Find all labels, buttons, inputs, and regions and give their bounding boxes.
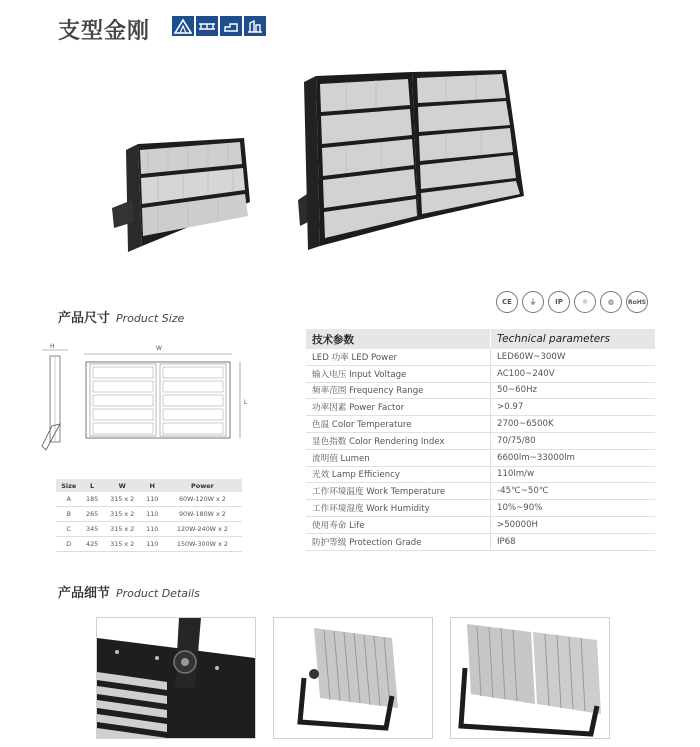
dimension-drawing — [36, 340, 268, 470]
table-row — [306, 365, 655, 382]
spec-label: 色温 Color Temperature — [306, 416, 491, 433]
spec-label: 光效 Lamp Efficiency — [306, 466, 491, 483]
size-cell: 185 — [82, 492, 103, 507]
bridge-icon — [196, 16, 218, 36]
table-row — [306, 466, 655, 483]
size-cell: 315 x 2 — [103, 537, 142, 552]
table-row — [56, 522, 242, 537]
spec-label: 频率范围 Frequency Range — [306, 382, 491, 399]
spec-label: 功率因素 Power Factor — [306, 399, 491, 416]
spec-label: 工作环境温度 Work Temperature — [306, 483, 491, 500]
product-details-heading-cn: 产品细节 — [58, 586, 111, 601]
certification-icons — [496, 291, 648, 313]
size-cell: 110 — [142, 507, 163, 522]
size-cell: 265 — [82, 507, 103, 522]
table-row — [306, 432, 655, 449]
size-cell: 110 — [142, 522, 163, 537]
spec-label: 流明值 Lumen — [306, 449, 491, 466]
size-col-size: Size — [56, 479, 82, 492]
spec-header-en: Technical parameters — [491, 329, 656, 349]
technical-parameters-table — [306, 329, 655, 551]
stadium-icon — [220, 16, 242, 36]
building-icon — [244, 16, 266, 36]
size-cell: 345 — [82, 522, 103, 537]
product-size-heading-en: Product Size — [116, 312, 185, 325]
size-cell: 315 x 2 — [103, 522, 142, 537]
spec-header-cn: 技术参数 — [306, 329, 491, 349]
spec-label: 输入电压 Input Voltage — [306, 365, 491, 382]
drawing-l-label: L — [244, 399, 248, 406]
application-icons — [172, 16, 266, 36]
table-row — [306, 516, 655, 533]
page-title: 支型金刚 — [58, 19, 151, 44]
floodlight-small-image — [108, 138, 258, 256]
product-size-heading — [58, 307, 184, 326]
size-col-h: H — [142, 479, 163, 492]
table-row — [306, 483, 655, 500]
size-col-w: W — [103, 479, 142, 492]
size-cell: C — [56, 522, 82, 537]
table-row — [306, 449, 655, 466]
detail-photo-bracket — [96, 617, 256, 739]
size-table — [56, 479, 242, 552]
spec-label: 工作环境湿度 Work Humidity — [306, 500, 491, 517]
size-cell: A — [56, 492, 82, 507]
table-row — [306, 533, 655, 550]
detail-photo-heatsink — [273, 617, 433, 739]
spec-value: -45℃~50℃ — [491, 483, 656, 500]
size-col-power: Power — [163, 479, 242, 492]
spec-value: >0.97 — [491, 399, 656, 416]
floodlight-double-image — [296, 70, 536, 250]
table-row — [306, 399, 655, 416]
spec-value: 6600lm~33000lm — [491, 449, 656, 466]
spec-table-header — [306, 329, 655, 349]
spec-label: 使用寿命 Life — [306, 516, 491, 533]
rohs-mark-icon: RoHS — [626, 291, 648, 313]
table-row — [306, 500, 655, 517]
size-cell: 150W-300W x 2 — [163, 537, 242, 552]
product-details-heading-en: Product Details — [116, 587, 200, 600]
spec-label: 显色指数 Color Rendering Index — [306, 432, 491, 449]
table-row — [306, 382, 655, 399]
detail-photo-double-heatsink — [450, 617, 610, 739]
table-row — [306, 416, 655, 433]
size-table-header — [56, 479, 242, 492]
spec-label: LED 功率 LED Power — [306, 349, 491, 365]
size-cell: 315 x 2 — [103, 507, 142, 522]
size-col-l: L — [82, 479, 103, 492]
table-row — [56, 507, 242, 522]
product-details-heading — [58, 582, 200, 601]
tunnel-icon — [172, 16, 194, 36]
size-cell: 315 x 2 — [103, 492, 142, 507]
size-cell: 60W-120W x 2 — [163, 492, 242, 507]
table-row — [56, 537, 242, 552]
spec-value: 70/75/80 — [491, 432, 656, 449]
pattern-mark-icon: ◍ — [600, 291, 622, 313]
ip-mark-icon: IP — [548, 291, 570, 313]
spec-value: 110lm/w — [491, 466, 656, 483]
size-cell: 120W-240W x 2 — [163, 522, 242, 537]
product-size-heading-cn: 产品尺寸 — [58, 311, 111, 326]
size-cell: 110 — [142, 537, 163, 552]
spec-label: 防护等级 Protection Grade — [306, 533, 491, 550]
spec-value: 2700~6500K — [491, 416, 656, 433]
drawing-w-label: W — [156, 345, 162, 352]
spec-value: 50~60Hz — [491, 382, 656, 399]
spec-value: AC100~240V — [491, 365, 656, 382]
spec-value: >50000H — [491, 516, 656, 533]
drawing-h-label: H — [50, 343, 55, 350]
dimmable-mark-icon: ☼ — [574, 291, 596, 313]
size-cell: B — [56, 507, 82, 522]
spec-value: IP68 — [491, 533, 656, 550]
ce-mark-icon: CE — [496, 291, 518, 313]
size-cell: 425 — [82, 537, 103, 552]
table-row — [306, 349, 655, 365]
size-cell: 90W-180W x 2 — [163, 507, 242, 522]
size-cell: 110 — [142, 492, 163, 507]
size-cell: D — [56, 537, 82, 552]
spec-value: 10%~90% — [491, 500, 656, 517]
table-row — [56, 492, 242, 507]
spec-value: LED60W~300W — [491, 349, 656, 365]
ground-mark-icon: ⏚ — [522, 291, 544, 313]
